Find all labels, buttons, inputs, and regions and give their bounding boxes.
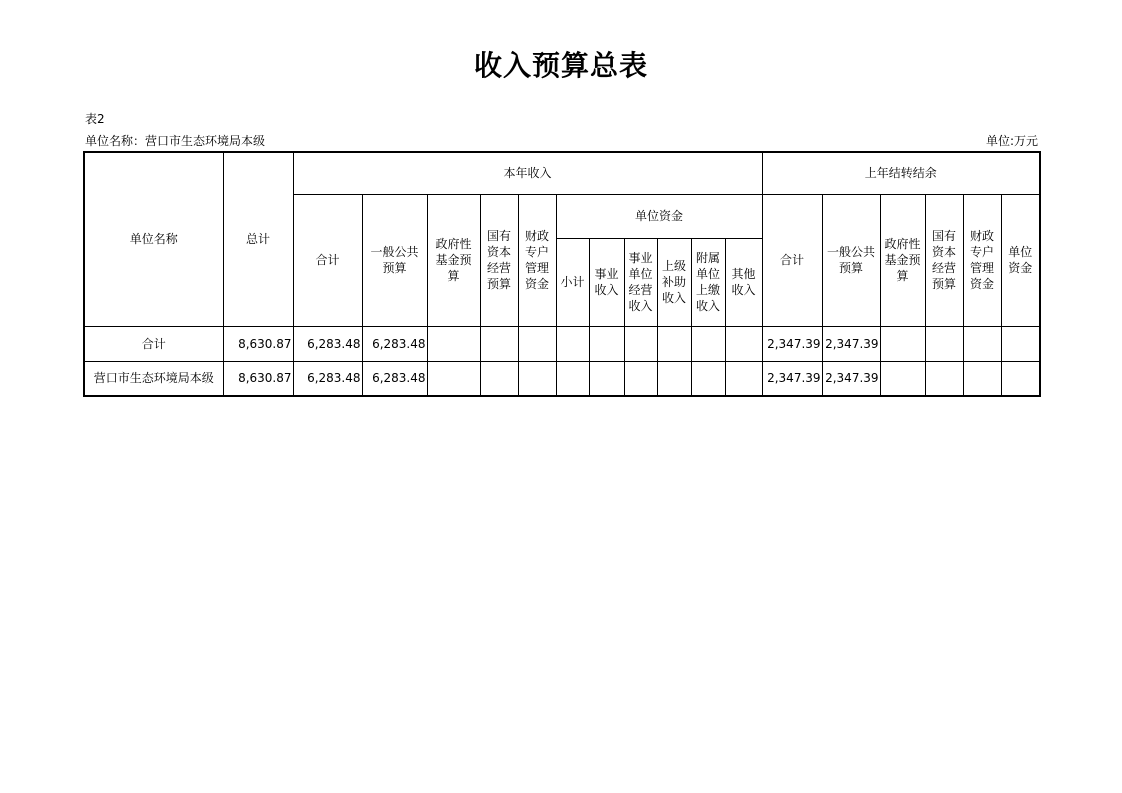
currency-unit-label: 单位:万元: [985, 134, 1038, 148]
row-py-general: 2,347.39: [822, 326, 880, 361]
header-uf-business: 事业收入: [589, 238, 624, 326]
row-total: 8,630.87: [223, 361, 293, 396]
empty-cell: [725, 361, 762, 396]
header-uf-affiliated: 附属单位上缴收入: [691, 238, 725, 326]
header-cy-state-capital: 国有资本经营预算: [480, 194, 518, 326]
header-cy-gov-fund: 政府性基金预算: [427, 194, 480, 326]
empty-cell: [657, 326, 691, 361]
row-cy-total: 6,283.48: [293, 326, 362, 361]
empty-cell: [880, 326, 925, 361]
empty-cell: [556, 326, 589, 361]
empty-cell: [427, 361, 480, 396]
row-py-total: 2,347.39: [762, 326, 822, 361]
row-cy-total: 6,283.48: [293, 361, 362, 396]
empty-cell: [1001, 326, 1040, 361]
empty-cell: [624, 326, 657, 361]
page-title: 收入预算总表: [473, 49, 648, 82]
header-py-gov-fund: 政府性基金预算: [880, 194, 925, 326]
empty-cell: [1001, 361, 1040, 396]
empty-cell: [691, 326, 725, 361]
row-py-general: 2,347.39: [822, 361, 880, 396]
row-cy-general: 6,283.48: [362, 326, 427, 361]
empty-cell: [657, 361, 691, 396]
header-total: 总计: [223, 152, 293, 326]
header-uf-operating: 事业单位经营收入: [624, 238, 657, 326]
empty-cell: [589, 326, 624, 361]
table-row: [84, 361, 1040, 396]
empty-cell: [925, 326, 963, 361]
empty-cell: [691, 361, 725, 396]
header-current-year-revenue: 本年收入: [293, 152, 762, 194]
header-cy-unit-funds: 单位资金: [556, 194, 762, 238]
row-total: 8,630.87: [223, 326, 293, 361]
empty-cell: [925, 361, 963, 396]
revenue-budget-table: [83, 151, 1041, 397]
row-cy-general: 6,283.48: [362, 361, 427, 396]
header-py-special-account: 财政专户管理资金: [963, 194, 1001, 326]
empty-cell: [963, 326, 1001, 361]
header-py-total: 合计: [762, 194, 822, 326]
empty-cell: [880, 361, 925, 396]
empty-cell: [725, 326, 762, 361]
header-py-state-capital: 国有资本经营预算: [925, 194, 963, 326]
empty-cell: [480, 326, 518, 361]
header-cy-special-account: 财政专户管理资金: [518, 194, 556, 326]
header-cy-total: 合计: [293, 194, 362, 326]
empty-cell: [556, 361, 589, 396]
empty-cell: [427, 326, 480, 361]
header-cy-general: 一般公共预算: [362, 194, 427, 326]
empty-cell: [518, 326, 556, 361]
header-uf-other: 其他收入: [725, 238, 762, 326]
empty-cell: [589, 361, 624, 396]
empty-cell: [518, 361, 556, 396]
row-name: 营口市生态环境局本级: [84, 361, 223, 396]
header-uf-subsidy: 上级补助收入: [657, 238, 691, 326]
header-unit-name: 单位名称: [84, 152, 223, 326]
header-py-general: 一般公共预算: [822, 194, 880, 326]
row-name: 合计: [84, 326, 223, 361]
empty-cell: [963, 361, 1001, 396]
header-uf-subtotal: 小计: [556, 238, 589, 326]
table-row: [84, 326, 1040, 361]
header-prior-year-carryover: 上年结转结余: [762, 152, 1040, 194]
table-number: 表2: [85, 112, 105, 126]
empty-cell: [624, 361, 657, 396]
header-py-unit-funds: 单位资金: [1001, 194, 1040, 326]
unit-name-label: 单位名称：营口市生态环境局本级: [85, 134, 266, 148]
empty-cell: [480, 361, 518, 396]
row-py-total: 2,347.39: [762, 361, 822, 396]
